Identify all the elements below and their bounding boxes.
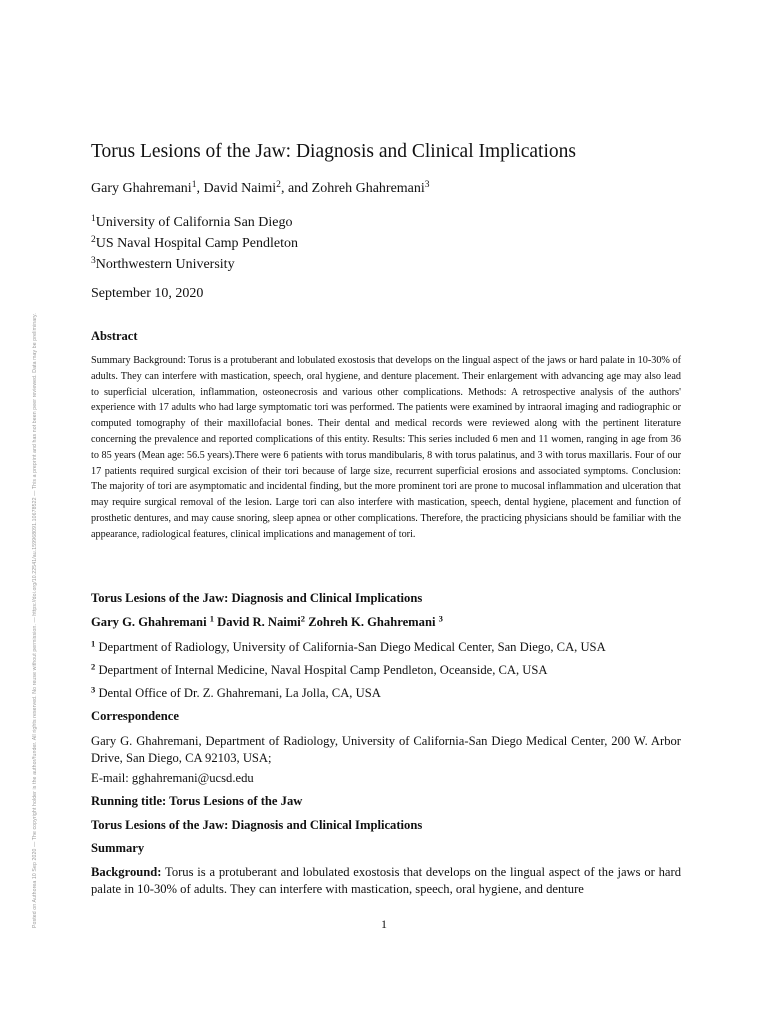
summary-heading: Summary (91, 841, 145, 855)
affiliation-mark: 3 (91, 255, 96, 266)
author-affil-mark: 3 (424, 179, 430, 190)
abstract-heading: Abstract (91, 329, 138, 343)
correspondence-text: Gary G. Ghahremani, Department of Radiology, University of California-San Diego Medical Center, 200 W. Arbor Drive, San Diego, CA 92103, USA; (91, 734, 681, 765)
department-mark: 2 (91, 661, 96, 672)
affiliation-text: Northwestern University (95, 257, 235, 272)
main-author-mark: 2 (300, 613, 306, 624)
title-repeat: Torus Lesions of the Jaw: Diagnosis and Clinical Implications (91, 818, 423, 832)
affiliation-mark: 1 (91, 213, 96, 224)
abstract-body: Summary Background: Torus is a protuberant and lobulated exostosis that develops on the lingual aspect of the jaws or hard palate in 10-30% of adults. They can interfere with mastication, speech, oral hygiene, and denture placement. Their enlargement with advancing age may also lead to superficial ulceration, inflammation, osteonecrosis and various other complications. Methods: A retrospective analysis of the authors' experience with 17 adults who had large symptomatic tori was performed. The patients were examined by intraoral imaging and radiographic or computed tomography of their maxillofacial bones. Their dental and medical records were reviewed along with the pertinent literature concerning the prevalence and reported complications of this entity. Results: This series included 6 men and 11 women, ranging in age from 36 to 85 years (Mean age: 56.5 years).There were 6 patients with torus mandibularis, 8 with torus palatinus, and 3 with torus maxillaris. Four of our 17 patients required surgical excision of their tori because of large size, recurrent superficial erosions and associated symptoms. Conclusion: The majority of tori are asymptomatic and incidental finding, but the more prominent tori are prone to mucosal inflammation and ulceration that may require surgical removal of the lesion. Large tori can also interfere with mastication, speech, dental hygiene, placement and function of prosthetic dentures, and may cause snoring, sleep apnea or other complications. Therefore, the practicing physicians should be familiar with the appearance, radiological features, clinical implications and management of tori. (91, 355, 681, 540)
main-author-mark: 3 (438, 613, 443, 624)
author-separator: , and (280, 181, 312, 196)
author-name: Zohreh Ghahremani (311, 181, 425, 196)
author-affil-mark: 1 (191, 179, 197, 190)
affiliation-text: US Naval Hospital Camp Pendleton (95, 236, 298, 251)
publication-date: September 10, 2020 (91, 286, 204, 301)
background-text: Torus is a protuberant and lobulated exostosis that develops on the lingual aspect of the jaws or hard palate in 10-30% of adults. They can interfere with mastication, speech, oral hygiene, and denture (91, 865, 681, 896)
affiliation-text: University of California San Diego (95, 215, 293, 230)
main-author-name: Gary G. Ghahremani (91, 615, 207, 629)
department-mark: 3 (91, 684, 96, 695)
affiliation-line (91, 212, 298, 233)
section-title: Torus Lesions of the Jaw: Diagnosis and Clinical Implications (91, 591, 423, 605)
author-name: David Naimi (203, 181, 277, 196)
department-line (91, 686, 681, 701)
main-author-line (91, 615, 681, 630)
affiliation-line (91, 254, 298, 275)
author-list (91, 181, 430, 197)
page-number: 1 (381, 917, 387, 931)
department-line (91, 640, 681, 655)
affiliation-mark: 2 (91, 234, 96, 245)
paper-title: Torus Lesions of the Jaw: Diagnosis and Clinical Implications (91, 141, 576, 162)
main-author-name: David R. Naimi (217, 615, 301, 629)
preprint-side-stamp: Posted on Authorea 10 Sep 2020 — The copyright holder is the author/funder. All rights reserved. No reuse without permission. — https://doi.org/10.22541/au.159968091.10678522 — This a preprint and has not been peer reviewed. Data may be preliminary. (32, 313, 38, 928)
department-text: Department of Internal Medicine, Naval Hospital Camp Pendleton, Oceanside, CA, USA (98, 663, 548, 677)
department-text: Department of Radiology, University of California-San Diego Medical Center, San Diego, CA, USA (98, 640, 606, 654)
department-text: Dental Office of Dr. Z. Ghahremani, La Jolla, CA, USA (98, 686, 381, 700)
affiliation-list (91, 212, 298, 275)
author-separator: , (196, 181, 204, 196)
affiliation-line (91, 233, 298, 254)
author-affil-mark: 2 (276, 179, 281, 190)
department-line (91, 663, 681, 678)
main-author-name: Zohreh K. Ghahremani (308, 615, 436, 629)
running-title: Running title: Torus Lesions of the Jaw (91, 794, 303, 808)
correspondence-heading: Correspondence (91, 709, 179, 723)
correspondence-email: E-mail: gghahremani@ucsd.edu (91, 771, 254, 785)
background-paragraph (91, 864, 681, 898)
main-author-mark: 1 (209, 613, 215, 624)
background-label: Background: (91, 865, 162, 879)
department-mark: 1 (91, 638, 96, 649)
author-name: Gary Ghahremani (91, 181, 192, 196)
